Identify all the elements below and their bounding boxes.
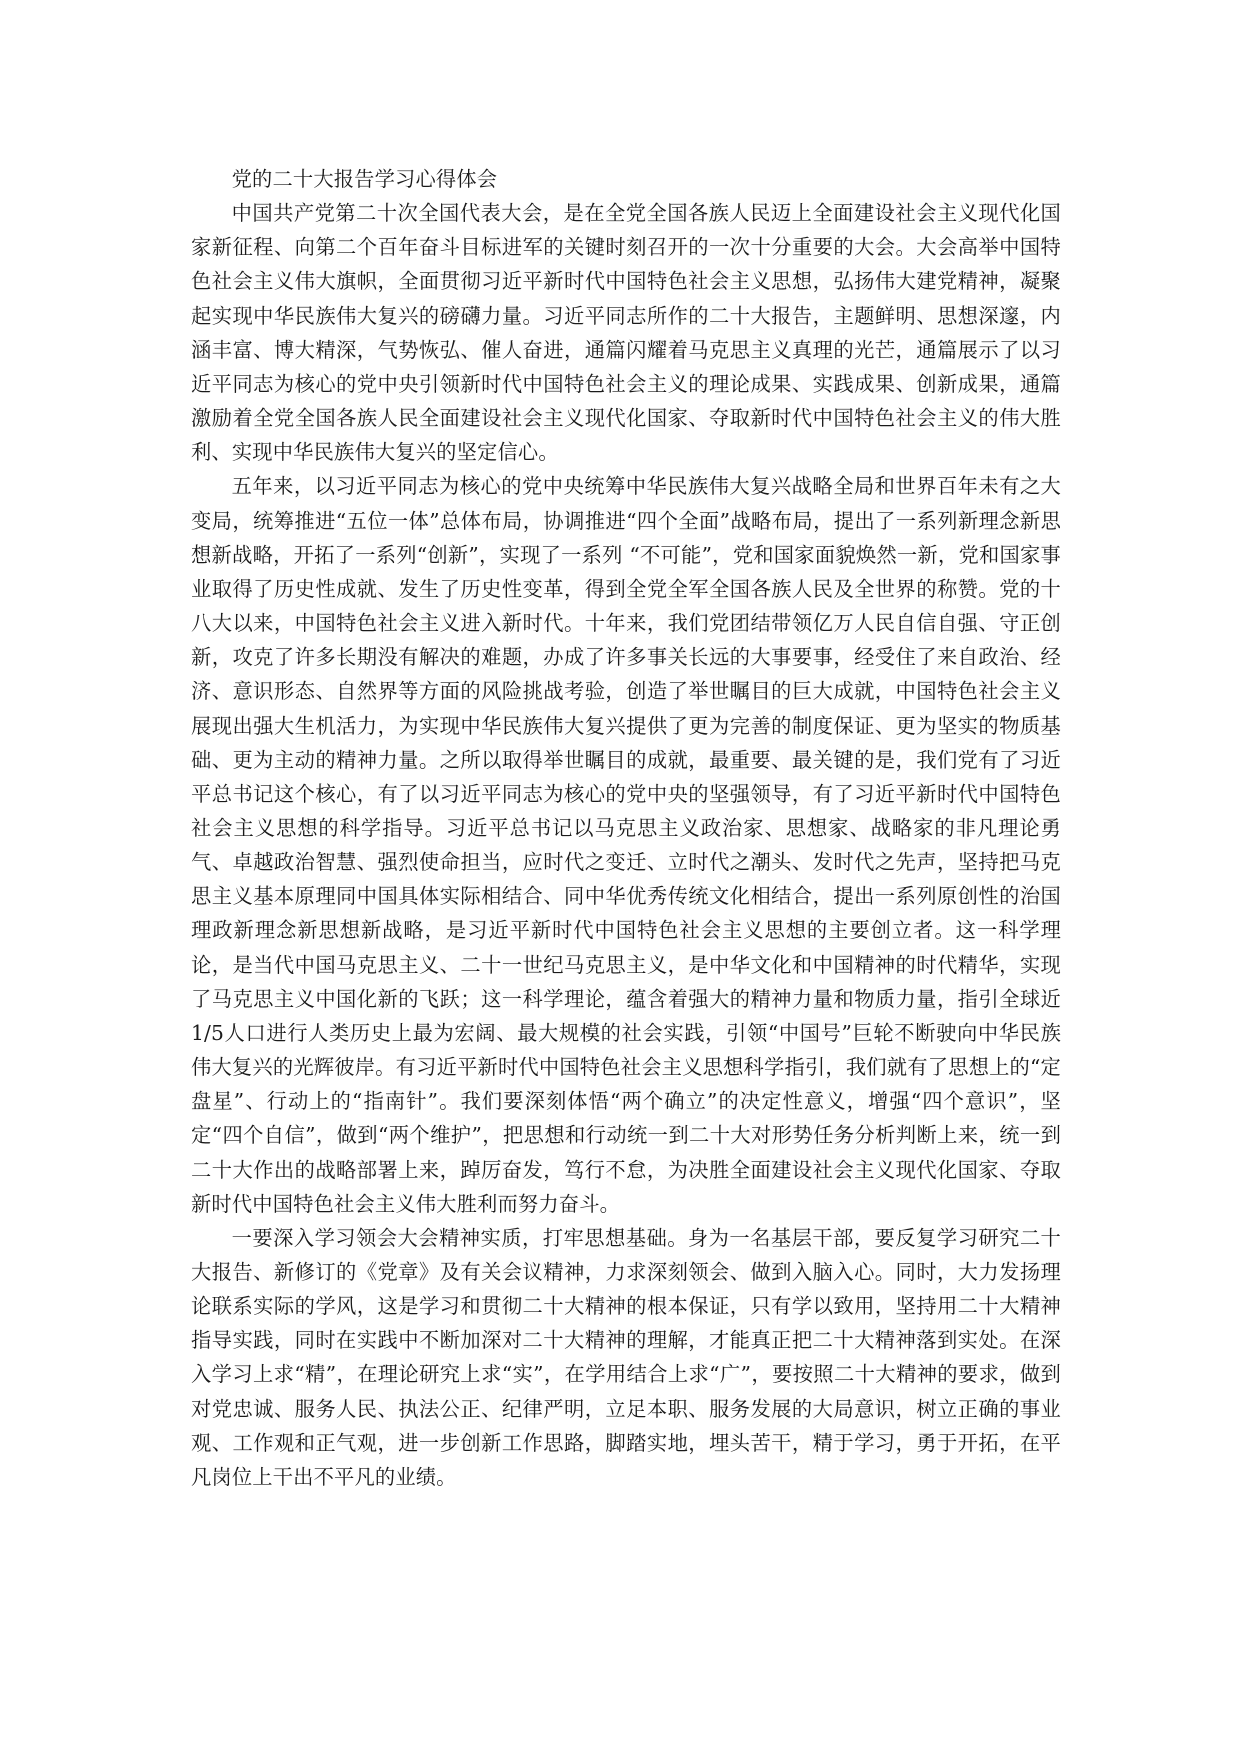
paragraph-study-spirit: 一要深入学习领会大会精神实质，打牢思想基础。身为一名基层干部，要反复学习研究二十大报告、新修订的《党章》及有关会议精神，力求深刻领会、做到入脑入心。同时，大力发扬理论联系实际的学风，这是学习和贯彻二十大精神的根本保证，只有学以致用，坚持用二十大精神指导实践，同时在实践中不断加深对二十大精神的理解，才能真正把二十大精神落到实处。在深入学习上求“精”，在理论研究上求“实”，在学用结合上求“广”，要按照二十大精神的要求，做到对党忠诚、服务人民、执法公正、纪律严明，立足本职、服务发展的大局意识，树立正确的事业观、工作观和正气观，进一步创新工作思路，脚踏实地，埋头苦干，精于学习，勇于开拓，在平凡岗位上干出不平凡的业绩。 xyxy=(191,1225,1061,1489)
paragraph-intro: 中国共产党第二十次全国代表大会，是在全党全国各族人民迈上全面建设社会主义现代化国家新征程、向第二个百年奋斗目标进军的关键时刻召开的一次十分重要的大会。大会高举中国特色社会主义伟大旗帜，全面贯彻习近平新时代中国特色社会主义思想，弘扬伟大建党精神，凝聚起实现中华民族伟大复兴的磅礴力量。习近平同志所作的二十大报告，主题鲜明、思想深邃，内涵丰富、博大精深，气势恢弘、催人奋进，通篇闪耀着马克思主义真理的光芒，通篇展示了以习近平同志为核心的党中央引领新时代中国特色社会主义的理论成果、实践成果、创新成果，通篇激励着全党全国各族人民全面建设社会主义现代化国家、夺取新时代中国特色社会主义的伟大胜利、实现中华民族伟大复兴的坚定信心。 xyxy=(191,201,1061,465)
document-body xyxy=(191,162,1061,1494)
paragraph-five-years: 五年来，以习近平同志为核心的党中央统筹中华民族伟大复兴战略全局和世界百年未有之大变局，统筹推进“五位一体”总体布局，协调推进“四个全面”战略布局，提出了一系列新理念新思想新战略，开拓了一系列“创新”，实现了一系列 “不可能”，党和国家面貌焕然一新，党和国家事业取得了历史性成就、发生了历史性变革，得到全党全军全国各族人民及全世界的称赞。党的十八大以来，中国特色社会主义进入新时代。十年来，我们党团结带领亿万人民自信自强、守正创新，攻克了许多长期没有解决的难题，办成了许多事关长远的大事要事，经受住了来自政治、经济、意识形态、自然界等方面的风险挑战考验，创造了举世瞩目的巨大成就，中国特色社会主义展现出强大生机活力，为实现中华民族伟大复兴提供了更为完善的制度保证、更为坚实的物质基础、更为主动的精神力量。之所以取得举世瞩目的成就，最重要、最关键的是，我们党有了习近平总书记这个核心，有了以习近平同志为核心的党中央的坚强领导，有了习近平新时代中国特色社会主义思想的科学指导。习近平总书记以马克思主义政治家、思想家、战略家的非凡理论勇气、卓越政治智慧、强烈使命担当，应时代之变迁、立时代之潮头、发时代之先声，坚持把马克思主义基本原理同中国具体实际相结合、同中华优秀传统文化相结合，提出一系列原创性的治国理政新理念新思想新战略，是习近平新时代中国特色社会主义思想的主要创立者。这一科学理论，是当代中国马克思主义、二十一世纪马克思主义，是中华文化和中国精神的时代精华，实现了马克思主义中国化新的飞跃；这一科学理论，蕴含着强大的精神力量和物质力量，指引全球近1/5人口进行人类历史上最为宏阔、最大规模的社会实践，引领“中国号”巨轮不断驶向中华民族伟大复兴的光辉彼岸。有习近平新时代中国特色社会主义思想科学指引，我们就有了思想上的“定盘星”、行动上的“指南针”。我们要深刻体悟“两个确立”的决定性意义，增强“四个意识”，坚定“四个自信”，做到“两个维护”，把思想和行动统一到二十大对形势任务分析判断上来，统一到二十大作出的战略部署上来，踔厉奋发，笃行不怠，为决胜全面建设社会主义现代化国家、夺取新时代中国特色社会主义伟大胜利而努力奋斗。 xyxy=(191,474,1061,1216)
document-title: 党的二十大报告学习心得体会 xyxy=(231,167,498,191)
